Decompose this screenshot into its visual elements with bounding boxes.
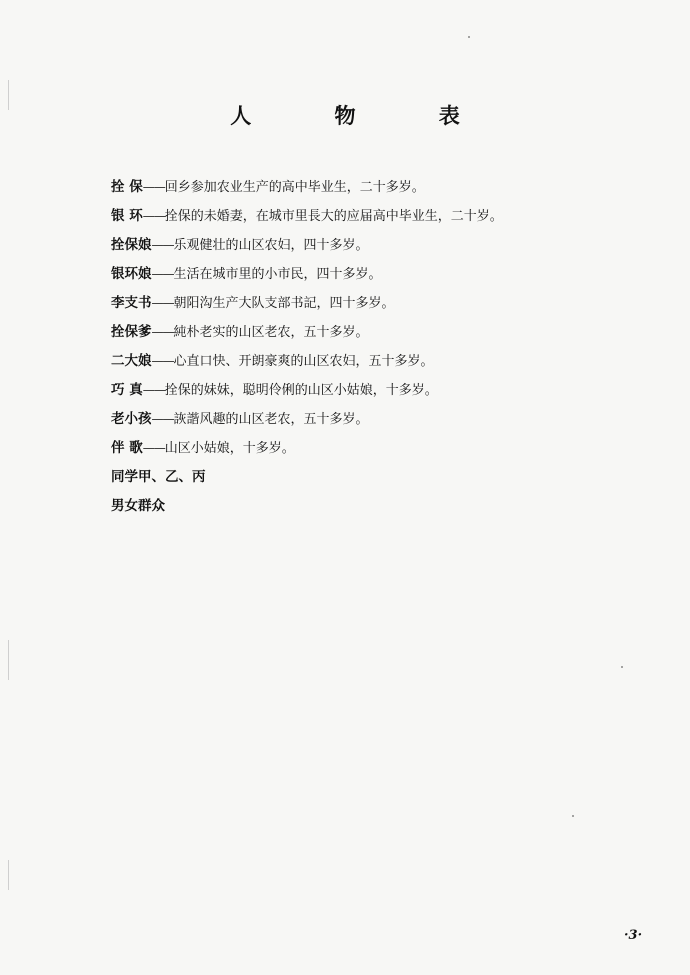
character-description: 純朴老实的山区老农，五十多岁。 <box>173 325 369 340</box>
dash-separator: —— <box>151 267 174 281</box>
cast-entry <box>111 231 631 260</box>
character-name: 拴 保 <box>111 179 143 195</box>
scan-speck <box>468 36 470 38</box>
margin-mark <box>8 640 9 680</box>
dash-separator: —— <box>151 354 174 368</box>
cast-entry <box>111 492 631 521</box>
character-name: 二大娘 <box>111 353 152 369</box>
character-name: 拴保爹 <box>111 324 152 340</box>
character-name: 老小孩 <box>111 411 152 427</box>
dash-separator: —— <box>151 325 174 339</box>
character-name: 拴保娘 <box>111 237 152 253</box>
character-description: 乐观健壮的山区农妇，四十多岁。 <box>173 238 369 253</box>
dash-separator: —— <box>151 296 174 310</box>
character-name: 同学甲、乙、丙 <box>111 469 206 485</box>
cast-list <box>111 173 631 521</box>
cast-entry <box>111 347 631 376</box>
character-description: 心直口快、开朗豪爽的山区农妇，五十多岁。 <box>173 354 434 369</box>
cast-entry <box>111 376 631 405</box>
cast-entry <box>111 318 631 347</box>
character-description: 拴保的妹妹，聪明伶俐的山区小姑娘，十多岁。 <box>164 383 438 398</box>
scan-speck <box>621 666 623 668</box>
page-title: 人 物 表 <box>230 103 498 128</box>
character-name: 男女群众 <box>111 498 165 514</box>
page-number: ·3· <box>624 928 643 943</box>
cast-entry <box>111 289 631 318</box>
character-description: 朝阳沟生产大队支部书記，四十多岁。 <box>173 296 395 311</box>
character-description: 詼諧风趣的山区老农，五十多岁。 <box>173 412 369 427</box>
character-name: 银环娘 <box>111 266 152 282</box>
character-name: 银 环 <box>111 208 143 224</box>
margin-mark <box>8 80 9 110</box>
cast-entry <box>111 405 631 434</box>
character-description: 回乡参加农业生产的高中毕业生，二十多岁。 <box>164 180 425 195</box>
dash-separator: —— <box>151 238 174 252</box>
margin-mark <box>8 860 9 890</box>
cast-entry <box>111 463 631 492</box>
dash-separator: —— <box>151 412 174 426</box>
cast-entry <box>111 173 631 202</box>
cast-entry <box>111 202 631 231</box>
cast-entry <box>111 434 631 463</box>
character-description: 拴保的未婚妻，在城市里長大的应届高中毕业生，二十岁。 <box>164 209 503 224</box>
dash-separator: —— <box>142 441 165 455</box>
cast-entry <box>111 260 631 289</box>
character-name: 巧 真 <box>111 382 143 398</box>
character-description: 山区小姑娘，十多岁。 <box>164 441 295 456</box>
dash-separator: —— <box>142 383 165 397</box>
character-name: 李支书 <box>111 295 152 311</box>
dash-separator: —— <box>142 180 165 194</box>
scan-speck <box>572 815 574 817</box>
character-description: 生活在城市里的小市民，四十多岁。 <box>173 267 382 282</box>
dash-separator: —— <box>142 209 165 223</box>
character-name: 伴 歌 <box>111 440 143 456</box>
